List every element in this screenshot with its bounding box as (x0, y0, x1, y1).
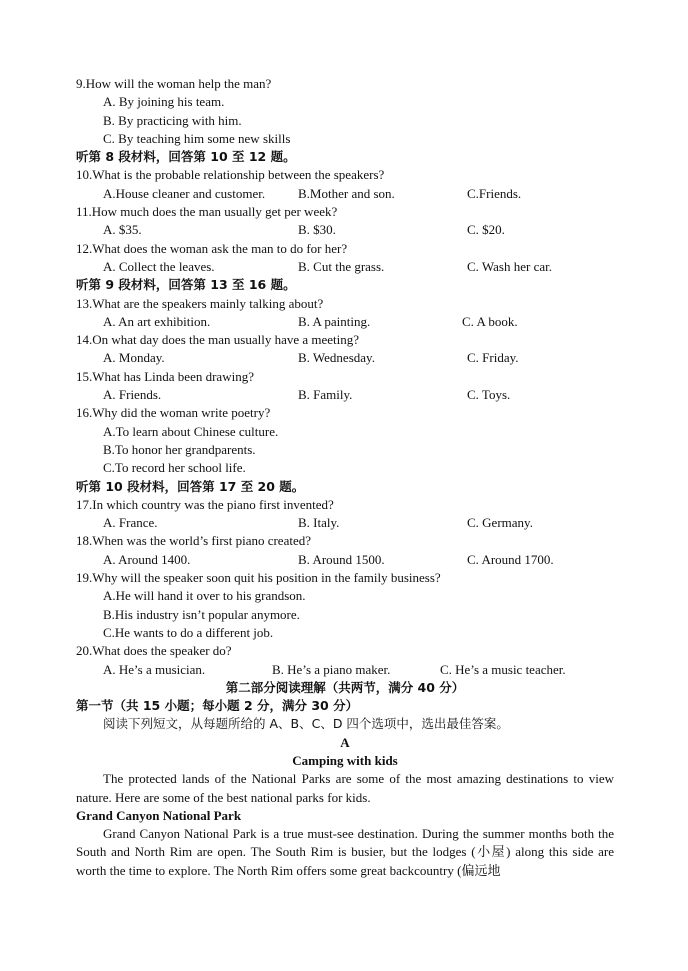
option-15a: A. Friends. (103, 387, 162, 403)
passage-letter: A (340, 734, 350, 750)
option-10c: C.Friends. (467, 185, 522, 201)
question-17: 17.In which country was the piano first invented? (76, 496, 334, 512)
option-19c: C.He wants to do a different job. (103, 624, 274, 640)
question-9: 9.How will the woman help the man? (76, 76, 272, 91)
option-12b: B. Cut the grass. (298, 258, 385, 274)
question-13: 13.What are the speakers mainly talking about? (76, 295, 324, 311)
question-15: 15.What has Linda been drawing? (76, 368, 254, 384)
paragraph-intro: The protected lands of the National Parks are some of the most amazing destinations to view nature. Here are some of the best national parks for kids. (76, 771, 614, 805)
question-10: 10.What is the probable relationship between the speakers? (76, 167, 385, 183)
option-9c: C. By teaching him some new skills (103, 130, 291, 146)
question-20: 20.What does the speaker do? (76, 643, 232, 659)
question-12: 12.What does the woman ask the man to do for her? (76, 240, 348, 256)
option-10b: B.Mother and son. (298, 185, 395, 201)
option-10a: A.House cleaner and customer. (103, 185, 266, 201)
option-12c: C. Wash her car. (467, 258, 552, 274)
option-19a: A.He will hand it over to his grandson. (103, 588, 306, 604)
option-11c: C. $20. (467, 222, 505, 238)
options-15 (76, 386, 614, 404)
option-12a: A. Collect the leaves. (103, 258, 215, 274)
option-15b: B. Family. (298, 387, 353, 403)
option-20b: B. He’s a piano maker. (272, 661, 391, 677)
option-13a: A. An art exhibition. (103, 313, 211, 329)
question-18: 18.When was the world’s first piano created? (76, 533, 312, 549)
option-14a: A. Monday. (103, 350, 165, 366)
option-14c: C. Friday. (467, 350, 519, 366)
option-9b: B. By practicing with him. (103, 112, 242, 128)
option-16a: A.To learn about Chinese culture. (103, 423, 279, 439)
section-heading-9: 听第 9 段材料，回答第 13 至 16 题。 (76, 277, 296, 293)
options-11 (76, 221, 614, 239)
question-11: 11.How much does the man usually get per week? (76, 204, 338, 220)
section-heading-10: 听第 10 段材料，回答第 17 至 20 题。 (76, 478, 305, 494)
option-11a: A. $35. (103, 222, 142, 238)
option-18c: C. Around 1700. (467, 551, 554, 567)
option-14b: B. Wednesday. (298, 350, 375, 366)
paragraph-grand-canyon: Grand Canyon National Park is a true must-see destination. During the summer months both the South and North Rim are open. The South Rim is busier, but the lodges (小屋) along this side are worth the time to explore. The North Rim offers some great backcountry (偏远地 (76, 826, 614, 878)
options-17 (76, 514, 614, 532)
option-18a: A. Around 1400. (103, 551, 191, 567)
question-19: 19.Why will the speaker soon quit his position in the family business? (76, 570, 441, 586)
part-two-heading: 第二部分阅读理解（共两节，满分 40 分） (225, 679, 465, 695)
option-9a: A. By joining his team. (103, 94, 225, 110)
options-12 (76, 258, 614, 276)
option-11b: B. $30. (298, 222, 336, 238)
question-14: 14.On what day does the man usually have a meeting? (76, 332, 360, 348)
option-20c: C. He’s a music teacher. (440, 661, 566, 677)
passage-title: Camping with kids (292, 752, 398, 768)
option-17a: A. France. (103, 515, 158, 531)
option-16c: C.To record her school life. (103, 460, 246, 476)
section-one-heading: 第一节（共 15 小题；每小题 2 分，满分 30 分） (76, 698, 359, 714)
option-18b: B. Around 1500. (298, 551, 385, 567)
option-19b: B.His industry isn’t popular anymore. (103, 606, 300, 622)
option-13b: B. A painting. (298, 313, 371, 329)
option-13c: C. A book. (462, 313, 518, 329)
options-18 (76, 551, 614, 569)
section-heading-8: 听第 8 段材料，回答第 10 至 12 题。 (76, 149, 296, 165)
options-13 (76, 313, 614, 331)
option-16b: B.To honor her grandparents. (103, 441, 256, 457)
options-14 (76, 349, 614, 367)
option-17b: B. Italy. (298, 515, 340, 531)
instructions: 阅读下列短文，从每题所给的 A、B、C、D 四个选项中，选出最佳答案。 (103, 716, 509, 732)
subheading-grand-canyon: Grand Canyon National Park (76, 807, 242, 823)
option-15c: C. Toys. (467, 387, 511, 403)
options-10 (76, 185, 614, 203)
options-20 (76, 661, 614, 679)
exam-page (76, 75, 614, 880)
option-20a: A. He’s a musician. (103, 661, 206, 677)
option-17c: C. Germany. (467, 515, 533, 531)
question-16: 16.Why did the woman write poetry? (76, 405, 271, 421)
